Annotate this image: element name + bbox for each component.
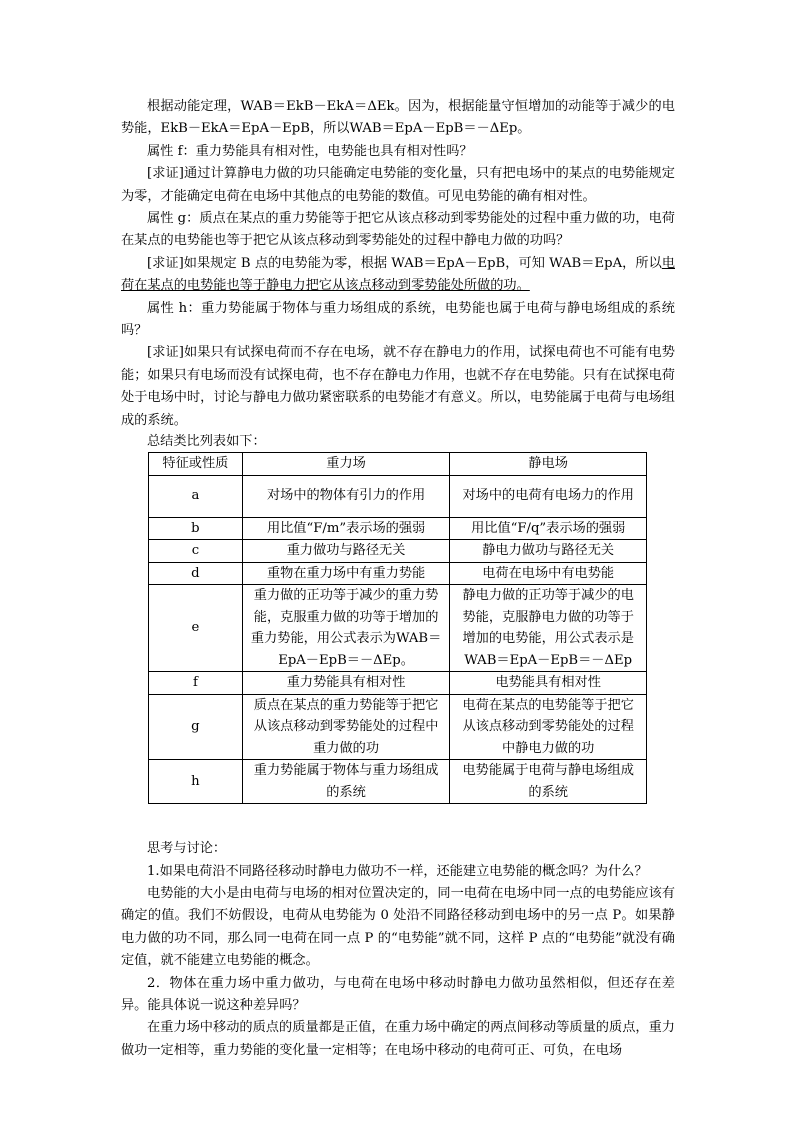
row-key: f [149,672,243,695]
discussion-question-2: 2．物体在重力场中重力做功，与电荷在电场中移动时静电力做功虽然相似，但还存在差异。能具体说一说这种差异吗？ [121,975,675,1013]
electric-cell: 电势能具有相对性 [450,672,647,695]
gravity-cell: 重力势能具有相对性 [242,672,450,695]
table-row [149,562,647,585]
comparison-table [148,452,647,804]
paragraph-property-h: 属性 h：重力势能属于物体与重力场组成的系统，电势能也属于电荷与静电场组成的系统吗？ [121,300,675,339]
spacer [121,804,675,838]
table-row [149,672,647,695]
row-key: h [149,760,243,804]
gravity-cell: 重力做的正功等于减少的重力势能，克服重力做的功等于增加的重力势能，用公式表示为WAB＝EpA－EpB＝－ΔEp。 [242,585,450,672]
electric-cell: 用比值“F/q”表示场的强弱 [450,517,647,540]
electric-cell: 静电力做功与路径无关 [450,540,647,563]
gravity-cell: 重物在重力场中有重力势能 [242,562,450,585]
electric-cell: 静电力做的正功等于减少的电势能，克服静电力做的功等于增加的电势能，用公式表示是 WAB＝EpA－EpB＝－ΔEp [450,585,647,672]
table-row [149,540,647,563]
paragraph-kinetic-energy: 根据动能定理，WAB＝EkB－EkA＝ΔEk。因为，根据能量守恒增加的动能等于减少的电势能，EkB－EkA＝EpA－EpB，所以WAB＝EpA－EpB＝－ΔEp。 [121,99,675,137]
header-electric-field: 静电场 [450,453,647,476]
discussion-answer-1: 电势能的大小是由电荷与电场的相对位置决定的，同一电荷在电场中同一点的电势能应该有确定的值。我们不妨假设，电荷从电势能为 0 处沿不同路径移动到电场中的另一点 P。如果静电力做的功不同，那么同一电荷在同一点 P 的“电势能”就不同，这样 P 点的“电势能”就没有确定值，就不能建立电势能的概念。 [121,885,675,969]
electric-cell: 对场中的电荷有电场力的作用 [450,475,647,517]
row-key: g [149,694,243,760]
gravity-cell: 用比值“F/m”表示场的强弱 [242,517,450,540]
proof-g-underlined-conclusion: 电荷在某点的电势能也等于静电力把它从该点移动到零势能处所做的功。 [121,255,675,294]
table-row [149,694,647,760]
table-caption: 总结类比列表如下： [147,434,266,450]
table-row [149,760,647,804]
paragraph-proof-h: [求证]如果只有试探电荷而不存在电场，就不存在静电力的作用，试探电荷也不可能有电势能；如果只有电场而没有试探电荷，也不存在静电力作用，也就不存在电势能。只有在试探电荷处于电场中时，讨论与静电力做功紧密联系的电势能才有意义。所以，电势能属于电荷与电场组成的系统。 [121,345,675,428]
paragraph-proof-g [121,253,675,298]
table-row [149,585,647,672]
table-row [149,475,647,517]
table-header-row [149,453,647,476]
paragraph-property-g: 属性 g：质点在某点的重力势能等于把它从该点移动到零势能处的过程中重力做的功，电荷在某点的电势能也等于把它从该点移动到零势能处的过程中静电力做的功吗？ [121,211,675,249]
row-key: c [149,540,243,563]
gravity-cell: 重力势能属于物体与重力场组成的系统 [242,760,450,804]
header-gravity-field: 重力场 [242,453,450,476]
electric-cell: 电势能属于电荷与静电场组成的系统 [450,760,647,804]
row-key: e [149,585,243,672]
discussion-answer-2: 在重力场中移动的质点的质量都是正值，在重力场中确定的两点间移动等质量的质点，重力做功一定相等，重力势能的变化量一定相等；在电场中移动的电荷可正、可负，在电场 [121,1020,675,1058]
gravity-cell: 重力做功与路径无关 [242,540,450,563]
table-row [149,517,647,540]
proof-g-text: [求证]如果规定 B 点的电势能为零，根据 WAB＝EpA－EpB，可知 WAB＝EpA，所以 [147,255,662,271]
discussion-heading: 思考与讨论： [147,841,227,857]
row-key: a [149,475,243,517]
document-page [121,96,675,1062]
electric-cell: 电荷在电场中有电势能 [450,562,647,585]
row-key: d [149,562,243,585]
discussion-question-1: 1.如果电荷沿不同路径移动时静电力做功不一样，还能建立电势能的概念吗？为什么？ [147,863,648,879]
gravity-cell: 质点在某点的重力势能等于把它从该点移动到零势能处的过程中重力做的功 [242,694,450,760]
gravity-cell: 对场中的物体有引力的作用 [242,475,450,517]
paragraph-proof-f: [求证]通过计算静电力做的功只能确定电势能的变化量，只有把电场中的某点的电势能规定为零，才能确定电荷在电场中其他点的电势能的数值。可见电势能的确有相对性。 [121,166,675,204]
header-property: 特征或性质 [149,453,243,476]
electric-cell: 电荷在某点的电势能等于把它从该点移动到零势能处的过程中静电力做的功 [450,694,647,760]
row-key: b [149,517,243,540]
paragraph-property-f: 属性 f：重力势能具有相对性，电势能也具有相对性吗？ [147,143,473,159]
